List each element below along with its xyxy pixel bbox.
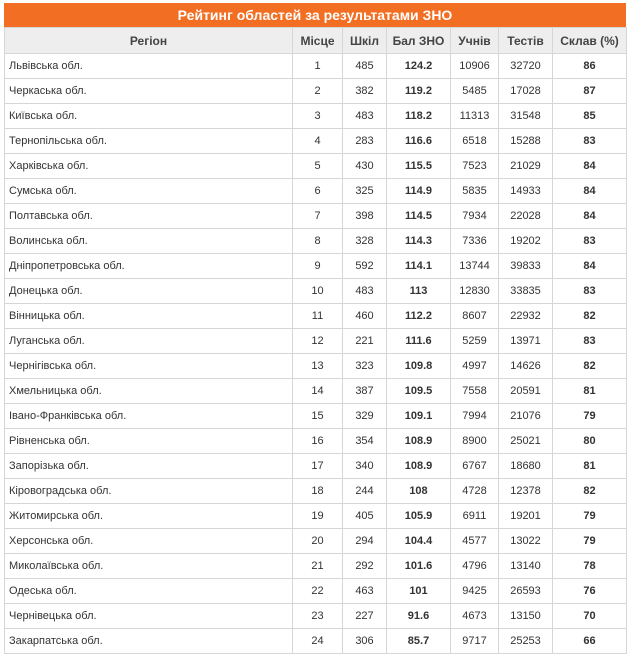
cell-score: 85.7	[387, 629, 451, 654]
cell-passed: 87	[553, 79, 627, 104]
cell-place: 23	[293, 604, 343, 629]
cell-region: Львівська обл.	[5, 54, 293, 79]
cell-score: 116.6	[387, 129, 451, 154]
cell-passed: 79	[553, 504, 627, 529]
cell-schools: 483	[343, 279, 387, 304]
cell-region: Київська обл.	[5, 104, 293, 129]
table-row	[5, 554, 627, 579]
cell-schools: 463	[343, 579, 387, 604]
cell-tests: 14626	[499, 354, 553, 379]
cell-passed: 82	[553, 354, 627, 379]
cell-schools: 387	[343, 379, 387, 404]
cell-tests: 31548	[499, 104, 553, 129]
cell-place: 20	[293, 529, 343, 554]
cell-passed: 84	[553, 204, 627, 229]
table-row	[5, 629, 627, 654]
cell-students: 11313	[451, 104, 499, 129]
cell-score: 114.3	[387, 229, 451, 254]
cell-schools: 460	[343, 304, 387, 329]
table-row	[5, 454, 627, 479]
cell-students: 7336	[451, 229, 499, 254]
cell-score: 105.9	[387, 504, 451, 529]
cell-tests: 13022	[499, 529, 553, 554]
cell-students: 4997	[451, 354, 499, 379]
cell-students: 4728	[451, 479, 499, 504]
cell-place: 19	[293, 504, 343, 529]
cell-students: 10906	[451, 54, 499, 79]
cell-passed: 83	[553, 129, 627, 154]
table-row	[5, 279, 627, 304]
cell-region: Сумська обл.	[5, 179, 293, 204]
cell-passed: 84	[553, 154, 627, 179]
cell-passed: 83	[553, 229, 627, 254]
cell-schools: 483	[343, 104, 387, 129]
cell-region: Волинська обл.	[5, 229, 293, 254]
cell-tests: 13140	[499, 554, 553, 579]
cell-tests: 15288	[499, 129, 553, 154]
cell-tests: 19201	[499, 504, 553, 529]
cell-passed: 81	[553, 379, 627, 404]
cell-passed: 78	[553, 554, 627, 579]
cell-score: 109.8	[387, 354, 451, 379]
cell-score: 109.5	[387, 379, 451, 404]
table-row	[5, 479, 627, 504]
table-row	[5, 354, 627, 379]
table-row	[5, 579, 627, 604]
cell-place: 8	[293, 229, 343, 254]
cell-region: Кіровоградська обл.	[5, 479, 293, 504]
cell-students: 4577	[451, 529, 499, 554]
table-row	[5, 329, 627, 354]
cell-students: 7558	[451, 379, 499, 404]
cell-score: 111.6	[387, 329, 451, 354]
cell-schools: 485	[343, 54, 387, 79]
cell-place: 11	[293, 304, 343, 329]
table-row	[5, 104, 627, 129]
cell-students: 12830	[451, 279, 499, 304]
table-row	[5, 304, 627, 329]
cell-passed: 76	[553, 579, 627, 604]
cell-place: 12	[293, 329, 343, 354]
cell-schools: 292	[343, 554, 387, 579]
column-header-schools: Шкіл	[343, 28, 387, 54]
cell-passed: 83	[553, 329, 627, 354]
cell-place: 7	[293, 204, 343, 229]
cell-passed: 86	[553, 54, 627, 79]
cell-score: 114.1	[387, 254, 451, 279]
table-row	[5, 529, 627, 554]
cell-score: 113	[387, 279, 451, 304]
cell-students: 5485	[451, 79, 499, 104]
table-row	[5, 379, 627, 404]
cell-students: 8900	[451, 429, 499, 454]
cell-passed: 83	[553, 279, 627, 304]
cell-score: 119.2	[387, 79, 451, 104]
table-row	[5, 79, 627, 104]
cell-score: 91.6	[387, 604, 451, 629]
cell-region: Закарпатська обл.	[5, 629, 293, 654]
cell-score: 108.9	[387, 429, 451, 454]
cell-place: 24	[293, 629, 343, 654]
cell-passed: 84	[553, 254, 627, 279]
cell-region: Житомирська обл.	[5, 504, 293, 529]
column-header-place: Місце	[293, 28, 343, 54]
table-row	[5, 429, 627, 454]
table-title: Рейтинг областей за результатами ЗНО	[4, 3, 626, 27]
cell-region: Харківська обл.	[5, 154, 293, 179]
table-row	[5, 404, 627, 429]
cell-schools: 294	[343, 529, 387, 554]
cell-passed: 80	[553, 429, 627, 454]
cell-schools: 398	[343, 204, 387, 229]
cell-region: Миколаївська обл.	[5, 554, 293, 579]
table-row	[5, 179, 627, 204]
cell-schools: 227	[343, 604, 387, 629]
cell-schools: 325	[343, 179, 387, 204]
cell-tests: 25021	[499, 429, 553, 454]
cell-tests: 21029	[499, 154, 553, 179]
cell-region: Тернопільська обл.	[5, 129, 293, 154]
cell-region: Херсонська обл.	[5, 529, 293, 554]
cell-place: 6	[293, 179, 343, 204]
cell-score: 124.2	[387, 54, 451, 79]
cell-students: 7934	[451, 204, 499, 229]
cell-schools: 405	[343, 504, 387, 529]
ranking-table	[4, 27, 627, 654]
cell-score: 115.5	[387, 154, 451, 179]
cell-tests: 26593	[499, 579, 553, 604]
cell-tests: 22932	[499, 304, 553, 329]
cell-score: 114.5	[387, 204, 451, 229]
cell-place: 4	[293, 129, 343, 154]
cell-passed: 66	[553, 629, 627, 654]
cell-students: 6767	[451, 454, 499, 479]
cell-place: 16	[293, 429, 343, 454]
cell-schools: 592	[343, 254, 387, 279]
cell-score: 108	[387, 479, 451, 504]
cell-passed: 70	[553, 604, 627, 629]
cell-region: Полтавська обл.	[5, 204, 293, 229]
cell-score: 101.6	[387, 554, 451, 579]
cell-tests: 18680	[499, 454, 553, 479]
cell-students: 4796	[451, 554, 499, 579]
cell-schools: 328	[343, 229, 387, 254]
cell-place: 22	[293, 579, 343, 604]
cell-place: 3	[293, 104, 343, 129]
column-header-students: Учнів	[451, 28, 499, 54]
cell-score: 104.4	[387, 529, 451, 554]
column-header-score: Бал ЗНО	[387, 28, 451, 54]
cell-score: 109.1	[387, 404, 451, 429]
cell-schools: 382	[343, 79, 387, 104]
cell-schools: 354	[343, 429, 387, 454]
cell-score: 112.2	[387, 304, 451, 329]
cell-schools: 244	[343, 479, 387, 504]
cell-region: Рівненська обл.	[5, 429, 293, 454]
cell-students: 9425	[451, 579, 499, 604]
cell-schools: 306	[343, 629, 387, 654]
column-header-tests: Тестів	[499, 28, 553, 54]
cell-passed: 82	[553, 479, 627, 504]
cell-place: 5	[293, 154, 343, 179]
table-row	[5, 504, 627, 529]
table-header-row	[5, 28, 627, 54]
cell-region: Запорізька обл.	[5, 454, 293, 479]
cell-passed: 79	[553, 404, 627, 429]
cell-students: 6518	[451, 129, 499, 154]
cell-region: Дніпропетровська обл.	[5, 254, 293, 279]
cell-place: 13	[293, 354, 343, 379]
cell-region: Вінницька обл.	[5, 304, 293, 329]
table-row	[5, 154, 627, 179]
cell-place: 10	[293, 279, 343, 304]
cell-schools: 430	[343, 154, 387, 179]
cell-region: Луганська обл.	[5, 329, 293, 354]
cell-score: 118.2	[387, 104, 451, 129]
cell-tests: 19202	[499, 229, 553, 254]
cell-place: 17	[293, 454, 343, 479]
cell-score: 114.9	[387, 179, 451, 204]
cell-students: 5259	[451, 329, 499, 354]
cell-students: 7994	[451, 404, 499, 429]
cell-schools: 323	[343, 354, 387, 379]
cell-tests: 22028	[499, 204, 553, 229]
cell-passed: 81	[553, 454, 627, 479]
cell-tests: 33835	[499, 279, 553, 304]
cell-schools: 221	[343, 329, 387, 354]
cell-tests: 21076	[499, 404, 553, 429]
column-header-passed: Склав (%)	[553, 28, 627, 54]
cell-tests: 14933	[499, 179, 553, 204]
cell-passed: 84	[553, 179, 627, 204]
cell-region: Івано-Франківська обл.	[5, 404, 293, 429]
cell-tests: 17028	[499, 79, 553, 104]
table-row	[5, 604, 627, 629]
table-row	[5, 54, 627, 79]
cell-place: 14	[293, 379, 343, 404]
table-row	[5, 129, 627, 154]
cell-region: Черкаська обл.	[5, 79, 293, 104]
cell-region: Одеська обл.	[5, 579, 293, 604]
cell-students: 8607	[451, 304, 499, 329]
column-header-region: Регіон	[5, 28, 293, 54]
cell-score: 101	[387, 579, 451, 604]
cell-place: 9	[293, 254, 343, 279]
cell-region: Хмельницька обл.	[5, 379, 293, 404]
ranking-widget	[4, 3, 626, 654]
cell-students: 13744	[451, 254, 499, 279]
cell-passed: 82	[553, 304, 627, 329]
cell-tests: 13971	[499, 329, 553, 354]
cell-students: 6911	[451, 504, 499, 529]
table-row	[5, 254, 627, 279]
cell-place: 2	[293, 79, 343, 104]
cell-place: 21	[293, 554, 343, 579]
table-row	[5, 229, 627, 254]
cell-schools: 329	[343, 404, 387, 429]
cell-tests: 25253	[499, 629, 553, 654]
cell-passed: 85	[553, 104, 627, 129]
cell-place: 1	[293, 54, 343, 79]
table-body	[5, 54, 627, 654]
cell-tests: 32720	[499, 54, 553, 79]
cell-schools: 340	[343, 454, 387, 479]
cell-region: Донецька обл.	[5, 279, 293, 304]
cell-schools: 283	[343, 129, 387, 154]
cell-place: 18	[293, 479, 343, 504]
cell-tests: 39833	[499, 254, 553, 279]
cell-students: 9717	[451, 629, 499, 654]
cell-students: 5835	[451, 179, 499, 204]
cell-region: Чернігівська обл.	[5, 354, 293, 379]
cell-region: Чернівецька обл.	[5, 604, 293, 629]
cell-tests: 13150	[499, 604, 553, 629]
cell-passed: 79	[553, 529, 627, 554]
cell-place: 15	[293, 404, 343, 429]
cell-students: 7523	[451, 154, 499, 179]
cell-tests: 20591	[499, 379, 553, 404]
cell-tests: 12378	[499, 479, 553, 504]
cell-students: 4673	[451, 604, 499, 629]
table-row	[5, 204, 627, 229]
cell-score: 108.9	[387, 454, 451, 479]
